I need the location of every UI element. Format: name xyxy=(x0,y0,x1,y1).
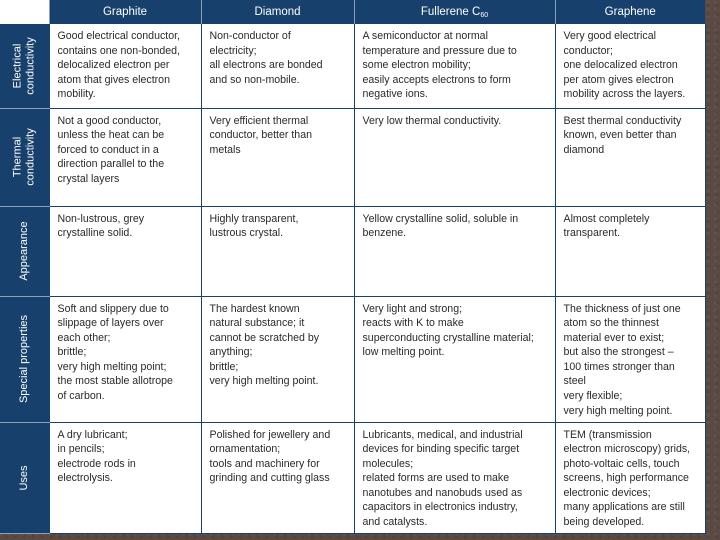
row-label: Electrical conductivity xyxy=(11,37,37,95)
table-cell: Non-conductor of electricity; all electrons are bonded and so non-mobile. xyxy=(201,24,354,108)
column-header-graphite: Graphite xyxy=(49,0,201,24)
column-header-diamond: Diamond xyxy=(201,0,354,24)
fullerene-label: Fullerene C xyxy=(420,5,481,18)
table-cell: Polished for jewellery and ornamentation; tools and machinery for grinding and cutting glass xyxy=(201,422,354,533)
table-row-electrical xyxy=(0,24,705,108)
table-cell: Lubricants, medical, and industrial devices for binding specific target molecules; related forms are used to make nanotubes and nanobuds used as capacitors in electronics industry, and catalysts. xyxy=(354,422,555,533)
row-label: Uses xyxy=(18,465,30,491)
row-header-uses xyxy=(0,422,49,533)
table-cell: Non-lustrous, grey crystalline solid. xyxy=(49,206,201,296)
table-cell: Very low thermal conductivity. xyxy=(354,108,555,206)
fullerene-subscript: 60 xyxy=(480,11,489,19)
table-row-thermal xyxy=(0,108,705,206)
header-row xyxy=(0,0,705,24)
table-cell: The hardest known natural substance; it cannot be scratched by anything; brittle; very high melting point. xyxy=(201,296,354,422)
table-cell: Yellow crystalline solid, soluble in benzene. xyxy=(354,206,555,296)
table-cell: Not a good conductor, unless the heat can be forced to conduct in a direction parallel to the crystal layers xyxy=(49,108,201,206)
table-cell: The thickness of just one atom so the thinnest material ever to exist; but also the strongest – 100 times stronger than steel very flexible; very high melting point. xyxy=(555,296,705,422)
table-cell: A semiconductor at normal temperature and pressure due to some electron mobility; easily accepts electrons to form negative ions. xyxy=(354,24,555,108)
table-cell: Soft and slippery due to slippage of layers over each other; brittle; very high melting point; the most stable allotrope of carbon. xyxy=(49,296,201,422)
row-header-thermal xyxy=(0,108,49,206)
table-cell: Best thermal conductivity known, even better than diamond xyxy=(555,108,705,206)
row-label: Special properties xyxy=(18,314,30,404)
table-cell: Good electrical conductor, contains one non-bonded, delocalized electron per atom that gives electron mobility. xyxy=(49,24,201,108)
row-header-special xyxy=(0,296,49,422)
table-row-appearance xyxy=(0,206,705,296)
row-header-electrical xyxy=(0,24,49,108)
table-row-special xyxy=(0,296,705,422)
table-cell: Very efficient thermal conductor, better than metals xyxy=(201,108,354,206)
column-header-fullerene xyxy=(354,0,555,24)
table-cell: Very good electrical conductor; one delocalized electron per atom gives electron mobility across the layers. xyxy=(555,24,705,108)
row-header-appearance xyxy=(0,206,49,296)
table-cell: Very light and strong; reacts with K to make superconducting crystalline material; low melting point. xyxy=(354,296,555,422)
table-row-uses xyxy=(0,422,705,533)
header-corner xyxy=(0,0,49,24)
column-header-graphene: Graphene xyxy=(555,0,705,24)
table-cell: TEM (transmission electron microscopy) grids, photo-voltaic cells, touch screens, high performance electronic devices; many applications are still being developed. xyxy=(555,422,705,533)
table-cell: Highly transparent, lustrous crystal. xyxy=(201,206,354,296)
row-label: Thermal conductivity xyxy=(11,128,37,186)
row-label: Appearance xyxy=(18,221,30,281)
table-cell: A dry lubricant; in pencils; electrode rods in electrolysis. xyxy=(49,422,201,533)
table-cell: Almost completely transparent. xyxy=(555,206,705,296)
